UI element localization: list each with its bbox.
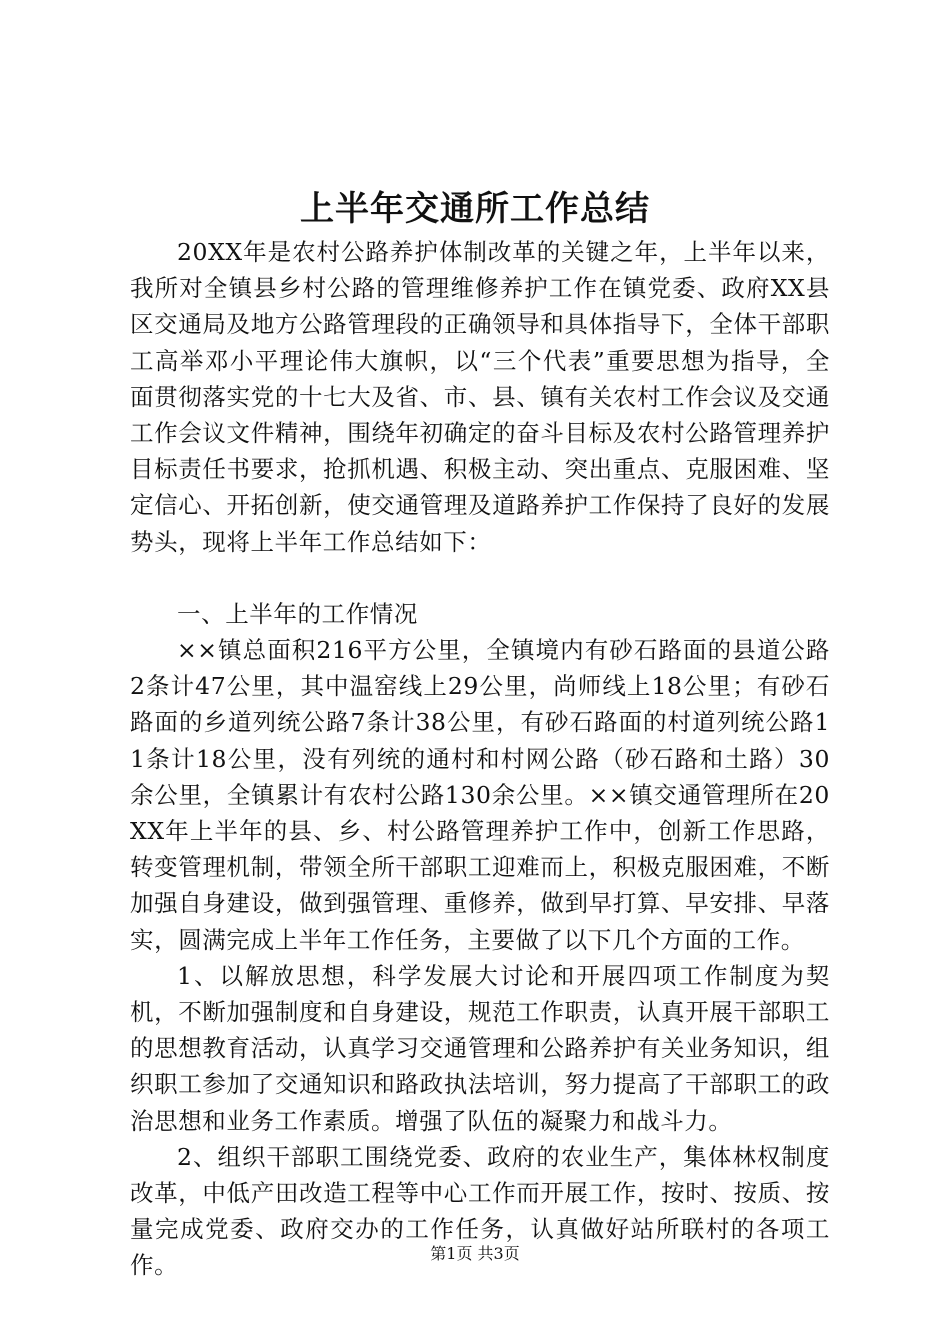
- section-heading: 一、上半年的工作情况: [177, 599, 418, 628]
- document-body: [130, 234, 830, 1284]
- document-title: 上半年交通所工作总结: [300, 189, 650, 229]
- page-footer: 第1页 共3页: [430, 1244, 520, 1263]
- overview-paragraph: ××镇总面积216平方公里，全镇境内有砂石路面的县道公路2条计47公里，其中温窑线上29公里，尚师线上18公里；有砂石路面的乡道列统公路7条计38公里，有砂石路面的村道列统公路11条计18公里，没有列统的通村和村网公路（砂石路和土路）30余公里，全镇累计有农村公路130余公里。××镇交通管理所在20XX年上半年的县、乡、村公路管理养护工作中，创新工作思路，转变管理机制，带领全所干部职工迎难而上，积极克服困难，不断加强自身建设，做到强管理、重修养，做到早打算、早安排、早落实，圆满完成上半年工作任务，主要做了以下几个方面的工作。: [130, 636, 830, 954]
- item-2-paragraph: 2、组织干部职工围绕党委、政府的农业生产，集体林权制度改革，中低产田改造工程等中心工作而开展工作，按时、按质、按量完成党委、政府交办的工作任务，认真做好站所联村的各项工作。: [130, 1142, 830, 1280]
- paragraph-spacer: [130, 560, 830, 596]
- item-1-paragraph: 1、以解放思想，科学发展大讨论和开展四项工作制度为契机，不断加强制度和自身建设，规范工作职责，认真开展干部职工的思想教育活动，认真学习交通管理和公路养护有关业务知识，组织职工参加了交通知识和路政执法培训，努力提高了干部职工的政治思想和业务工作素质。增强了队伍的凝聚力和战斗力。: [130, 961, 830, 1135]
- intro-paragraph: 20XX年是农村公路养护体制改革的关键之年，上半年以来，我所对全镇县乡村公路的管理维修养护工作在镇党委、政府XX县区交通局及地方公路管理段的正确领导和具体指导下，全体干部职工高举邓小平理论伟大旗帜，以“三个代表”重要思想为指导，全面贯彻落实党的十七大及省、市、县、镇有关农村工作会议及交通工作会议文件精神，围绕年初确定的奋斗目标及农村公路管理养护目标责任书要求，抢抓机遇、积极主动、突出重点、克服困难、坚定信心、开拓创新，使交通管理及道路养护工作保持了良好的发展势头，现将上半年工作总结如下：: [130, 238, 830, 556]
